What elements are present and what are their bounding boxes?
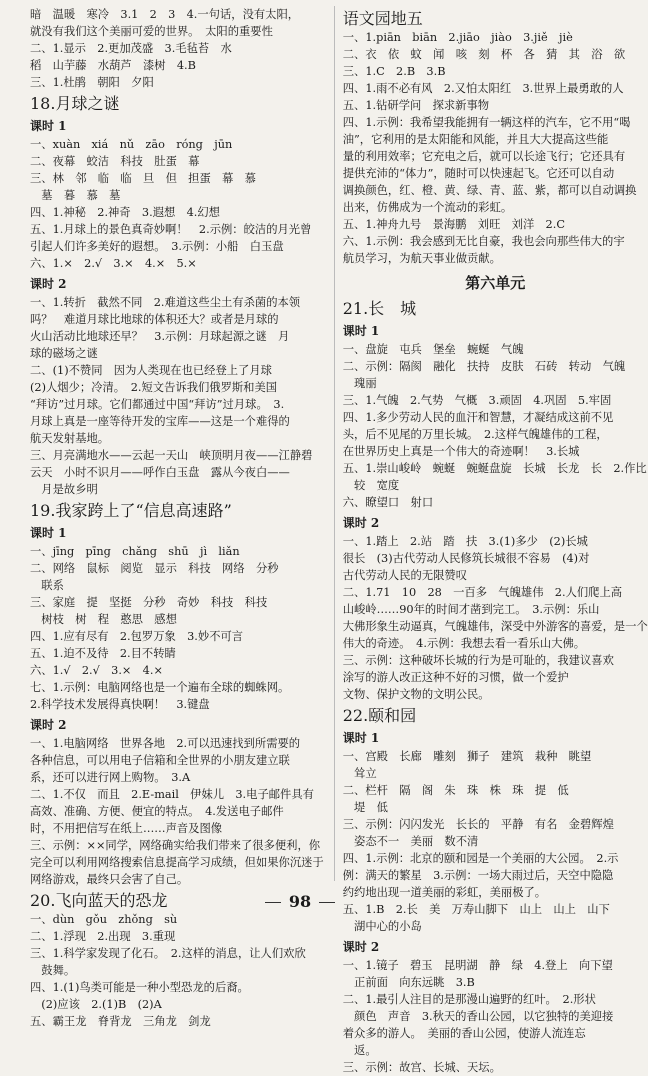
answer-line: 五、霸王龙 脊背龙 三角龙 剑龙 (30, 1015, 211, 1028)
answer-line: 着众多的游人。 美丽的香山公园，使游人流连忘 (342, 1027, 586, 1040)
answer-line: 二、1.显示 2.更加茂盛 3.毛毡苔 水 (30, 42, 232, 55)
answer-line: 很长 (3)古代劳动人民修筑长城很不容易 (4)对 (342, 552, 590, 565)
answer-line: 各种信息，可以用电子信箱和全世界的小朋友建立联 (30, 754, 290, 767)
answer-line: 调换颜色，红、橙、黄、绿、青、蓝、紫，都可以自动调换 (342, 184, 637, 197)
answer-line: 姿态不一 美丽 数不清 (342, 835, 479, 848)
answer-line: 一、1.piān biān 2.jiāo jiào 3.jiě jiè (342, 31, 573, 44)
answer-line: 五、1.崇山峻岭 蜿蜒 蜿蜒盘旋 长城 长龙 长 2.作比 (342, 462, 647, 475)
answer-line: 四、1.示例：北京的颐和园是一个美丽的大公园。 2.示 (342, 852, 619, 865)
answer-line: 油”，它利用的是太阳能和风能，并且大大提高这些能 (342, 133, 609, 146)
answer-line: 三、1.科学家发现了化石。 2.这样的消息，让人们欢欣 (30, 947, 306, 960)
answer-line: 量的利用效率；它充电之后，就可以长途飞行；它还具有 (342, 150, 626, 163)
answer-line: 二、1.不仅 而且 2.E-mail 伊妹儿 3.电子邮件具有 (30, 788, 314, 801)
answer-line: 约约地出现一道美丽的彩虹，美丽极了。 (342, 886, 547, 899)
lesson-label: 课时 1 (342, 324, 380, 338)
answer-line: 月是故乡明 (30, 483, 98, 496)
lesson-label: 课时 2 (30, 718, 67, 732)
answer-line: 瑰丽 (342, 377, 377, 390)
answer-line: 一、盘旋 屯兵 堡垒 蜿蜒 气魄 (342, 343, 524, 356)
section-heading: 20.飞向蓝天的恐龙 (30, 891, 168, 910)
section-heading: 18.月球之谜 (30, 94, 120, 113)
answer-line: 四、1.应有尽有 2.包罗万象 3.妙不可言 (30, 630, 244, 643)
answer-line: 二、示例：隔阂 融化 扶持 皮肤 石砖 转动 气魄 (342, 360, 626, 373)
answer-line: 涂写的游人改正这种不好的习惯，做一个爱护 (342, 671, 569, 684)
answer-line: 二、夜幕 蛟洁 科技 肚蛋 幕 (30, 155, 200, 168)
lesson-label: 课时 1 (30, 119, 67, 133)
answer-line: 六、1.× 2.√ 3.× 4.× 5.× (30, 257, 197, 270)
lesson-label: 课时 1 (30, 526, 67, 540)
answer-line: 五、1.钻研学问 探求新事物 (342, 99, 490, 112)
answer-line: 航天发射基地。 (30, 432, 110, 445)
answer-line: 暗 温暖 寒冷 3.1 2 3 4.一句话，没有太阳， (30, 8, 300, 21)
answer-line: 一、1.电脑网络 世界各地 2.可以迅速找到所需要的 (30, 737, 301, 750)
answer-line: 墓 暮 慕 墓 (30, 189, 121, 202)
answer-line: 二、网络 鼠标 阅览 显示 科技 网络 分秒 (30, 562, 279, 575)
answer-line: 2.科学技术发展得真快啊！ 3.键盘 (30, 698, 210, 711)
answer-line: 较 宽度 (342, 479, 400, 492)
answer-line: 鼓舞。 (30, 964, 76, 977)
answer-line: 耸立 (342, 767, 377, 780)
answer-line: 五、1.神舟九号 景海鹏 刘旺 刘洋 2.C (342, 218, 565, 231)
answer-line: 三、1.杜鹃 朝阳 夕阳 (30, 76, 154, 89)
answer-line: 返。 (342, 1044, 377, 1057)
answer-line: 系，还可以进行网上购物。 3.A (30, 771, 191, 784)
answer-line: 二、栏杆 隔 阁 朱 珠 株 珠 提 低 (342, 784, 569, 797)
answer-line: 联系 (30, 579, 64, 592)
answer-line: 文物、保护文物的文明公民。 (342, 688, 490, 701)
answer-line: 二、(1)不赞同 因为人类现在也已经登上了月球 (30, 364, 272, 377)
answer-line: 七、1.示例：电脑网络也是一个遍布全球的蜘蛛网。 (30, 681, 290, 694)
answer-line: 网络游戏，最终只会害了自己。 (30, 873, 189, 886)
answer-line: 三、月亮满地水——云起一天山 峡顶明月夜——江静碧 (30, 449, 313, 462)
answer-line: “拜访”过月球。它们都通过中国“拜访”过月球。 3. (30, 398, 285, 411)
answer-line: 月球上真是一座等待开发的宝库——这是一个难得的 (30, 415, 290, 428)
answer-line: 一、1.镜子 碧玉 昆明湖 静 绿 4.登上 向下望 (342, 959, 613, 972)
answer-line: 一、1.踏上 2.站 踏 扶 3.(1)多少 (2)长城 (342, 535, 588, 548)
right-column (334, 6, 648, 1074)
answer-line: 在世界历史上真是一个伟大的奇迹啊！ 3.长城 (342, 445, 580, 458)
answer-line: 二、1.浮现 2.出现 3.重现 (30, 930, 176, 943)
answer-line: 四、1.示例：我希望我能拥有一辆这样的汽车，它不用“喝 (342, 116, 631, 129)
answer-line: 大佛形象生动逼真，气魄雄伟，深受中外游客的喜爱，是一个 (342, 620, 648, 633)
answer-line: 六、1.√ 2.√ 3.× 4.× (30, 664, 163, 677)
answer-line: 三、1.气魄 2.气势 气概 3.顽固 4.巩固 5.牢固 (342, 394, 612, 407)
section-heading: 21.长 城 (342, 299, 417, 318)
unit-heading: 第六单元 (465, 274, 526, 292)
answer-line: 古代劳动人民的无限赞叹 (342, 569, 468, 582)
answer-line: 五、1.迫不及待 2.目不转睛 (30, 647, 176, 660)
answer-line: 一、dùn gǒu zhǒng sù (30, 913, 178, 926)
answer-line: 出来，仿佛成为一个流动的彩虹。 (342, 201, 513, 214)
section-heading: 19.我家跨上了“信息高速路” (30, 501, 232, 520)
answer-line: 火山活动比地球还早？ 3.示例：月球起源之谜 月 (30, 330, 290, 343)
answer-line: 就没有我们这个美丽可爱的世界。 太阳的重要性 (30, 25, 273, 38)
answer-line: 堤 低 (342, 801, 388, 814)
answer-line: 例：满天的繁星 3.示例：一场大雨过后，天空中隐隐 (342, 869, 614, 882)
answer-line: 一、1.转折 截然不同 2.难道这些尘土有杀菌的本领 (30, 296, 301, 309)
lesson-label: 课时 2 (342, 940, 380, 954)
answer-line: (2)人烟少；冷清。 2.短文告诉我们俄罗斯和美国 (30, 381, 278, 394)
answer-line: 一、宫殿 长廊 雕刻 狮子 建筑 栽种 眺望 (342, 750, 592, 763)
answer-line: 树枝 树 程 憨思 感想 (30, 613, 177, 626)
lesson-label: 课时 2 (342, 516, 380, 530)
answer-line: 六、1.示例：我会感到无比自豪，我也会向那些伟大的宇 (342, 235, 625, 248)
answer-line: 时，不用把信写在纸上……声音及图像 (30, 822, 223, 835)
answer-line: 四、1.(1)鸟类可能是一种小型恐龙的后裔。 (30, 981, 249, 994)
answer-line: 二、1.71 10 28 一百多 气魄雄伟 2.人们爬上高 (342, 586, 623, 599)
answer-line: 一、jīng pīng chǎng shū jì liǎn (30, 545, 240, 558)
answer-line: 完全可以利用网络搜索信息提高学习成绩，但如果你沉迷于 (30, 856, 324, 869)
answer-line: 三、示例：××同学，网络确实给我们带来了很多便利，你 (30, 839, 321, 852)
answer-line: 湖中心的小岛 (342, 920, 422, 933)
answer-line: 四、1.多少劳动人民的血汗和智慧，才凝结成这前不见 (342, 411, 614, 424)
answer-line: 二、衣 依 蚊 闻 咳 刻 杯 各 猜 其 浴 欲 (342, 48, 626, 61)
answer-line: 三、示例：这种破坏长城的行为是可耻的，我建议喜欢 (342, 654, 614, 667)
section-heading: 语文园地五 (342, 9, 423, 28)
answer-line: 三、林 邻 临 临 旦 但 担蛋 幕 慕 (30, 172, 256, 185)
answer-line: 云天 小时不识月——呼作白玉盘 露从今夜白—— (30, 466, 290, 479)
answer-line: 提供充沛的“体力”，随时可以快速起飞。它还可以自动 (342, 167, 615, 180)
answer-line: 三、示例：闪闪发光 长长的 平静 有名 金碧辉煌 (342, 818, 614, 831)
answer-line: 伟大的奇迹。 4.示例：我想去看一看乐山大佛。 (342, 637, 586, 650)
answer-line: 五、1.月球上的景色真奇妙啊！ 2.示例：皎洁的月光曾 (30, 223, 312, 236)
answer-line: 山峻岭……90年的时间才凿到完工。 3.示例：乐山 (342, 603, 600, 616)
answer-line: 三、示例：故宫、长城、天坛。 (342, 1061, 501, 1074)
answer-line: 正前面 向东远眺 3.B (342, 976, 475, 989)
answer-line: 航员学习，为航天事业做贡献。 (342, 252, 501, 265)
page-number: 98 (0, 892, 600, 911)
answer-line: 头，后不见尾的万里长城。 2.这样气魄雄伟的工程， (342, 428, 608, 441)
answer-line: 五、1.B 2.长 美 万寿山脚下 山上 山上 山下 (342, 903, 610, 916)
answer-line: 吗？ 难道月球比地球的体积还大？或者是月球的 (30, 313, 279, 326)
answer-line: 一、xuàn xiá nǔ zāo róng jūn (30, 138, 233, 151)
answer-line: 六、瞭望口 射口 (342, 496, 434, 509)
section-heading: 22.颐和园 (342, 706, 417, 725)
answer-line: 球的磁场之谜 (30, 347, 98, 360)
answer-line: 引起人们许多美好的遐想。 3.示例：小船 白玉盘 (30, 240, 284, 253)
answer-line: 三、1.C 2.B 3.B (342, 65, 446, 78)
answer-line: 三、家庭 提 坚挺 分秒 奇妙 科技 科技 (30, 596, 268, 609)
answer-line: 四、1.神秘 2.神奇 3.遐想 4.幻想 (30, 206, 220, 219)
lesson-label: 课时 2 (30, 277, 67, 291)
lesson-label: 课时 1 (342, 731, 380, 745)
answer-line: 稻 山芋藤 水葫芦 漆树 4.B (30, 59, 196, 72)
answer-line: 四、1.雨不必有风 2.又怕太阳红 3.世界上最勇敢的人 (342, 82, 624, 95)
answer-line: 二、1.最引人注目的是那漫山遍野的红叶。 2.形状 (342, 993, 596, 1006)
answer-line: (2)应该 2.(1)B (2)A (30, 998, 162, 1011)
answer-line: 颜色 声音 3.秋天的香山公园，以它独特的美迎接 (342, 1010, 614, 1023)
answer-line: 高效、准确、方便、便宜的特点。 4.发送电子邮件 (30, 805, 284, 818)
